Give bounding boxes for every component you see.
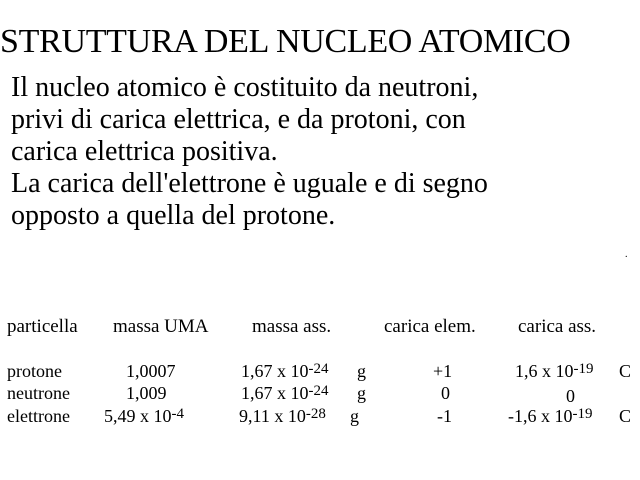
paragraph-line: opposto a quella del protone. (11, 200, 336, 231)
cell-particella: elettrone (7, 406, 70, 426)
cell-particella: protone (7, 361, 62, 381)
header-massa-ass: massa ass. (252, 316, 332, 337)
header-massa-uma: massa UMA (113, 316, 209, 337)
cell-carica-elem: 0 (441, 383, 450, 403)
cell-carica-ass: 1,6 x $10^{-19}$ (515, 361, 594, 381)
cell-massa-ass-unit: g (357, 383, 366, 403)
cell-carica-ass-unit: C (619, 406, 632, 426)
cell-carica-elem: +1 (433, 361, 453, 381)
paragraph-line: privi di carica elettrica, e da protoni, con (11, 104, 466, 135)
header-carica-elem: carica elem. (384, 316, 476, 337)
cell-massa-uma: 5,49 x $10^{-4}$ (104, 406, 184, 426)
cell-massa-uma: 1,0007 (126, 361, 176, 381)
cell-particella: neutrone (7, 383, 70, 403)
paragraph-line: carica elettrica positiva. (11, 136, 278, 167)
cell-massa-ass-unit: g (357, 361, 366, 381)
cell-massa-ass: 1,67 x $10^{-24}$ (241, 361, 329, 381)
cell-carica-ass: 0 (566, 386, 575, 406)
cell-carica-ass: -1,6 x $10^{-19}$ (508, 406, 593, 426)
header-carica-ass: carica ass. (518, 316, 597, 337)
paragraph-line: La carica dell'elettrone è uguale e di segno (11, 168, 488, 199)
header-particella: particella (7, 316, 78, 337)
page-title: STRUTTURA DEL NUCLEO ATOMICO (0, 23, 571, 60)
cell-carica-ass-unit: C (619, 361, 632, 381)
cell-carica-elem: -1 (437, 406, 452, 426)
cell-massa-ass: 1,67 x $10^{-24}$ (241, 383, 329, 403)
cell-massa-ass: 9,11 x $10^{-28}$ (239, 406, 326, 426)
stray-dot: . (625, 249, 628, 260)
cell-massa-uma: 1,009 (126, 383, 167, 403)
paragraph-line: Il nucleo atomico è costituito da neutroni, (11, 72, 479, 103)
intro-paragraph (11, 72, 631, 232)
cell-massa-ass-unit: g (350, 406, 359, 426)
